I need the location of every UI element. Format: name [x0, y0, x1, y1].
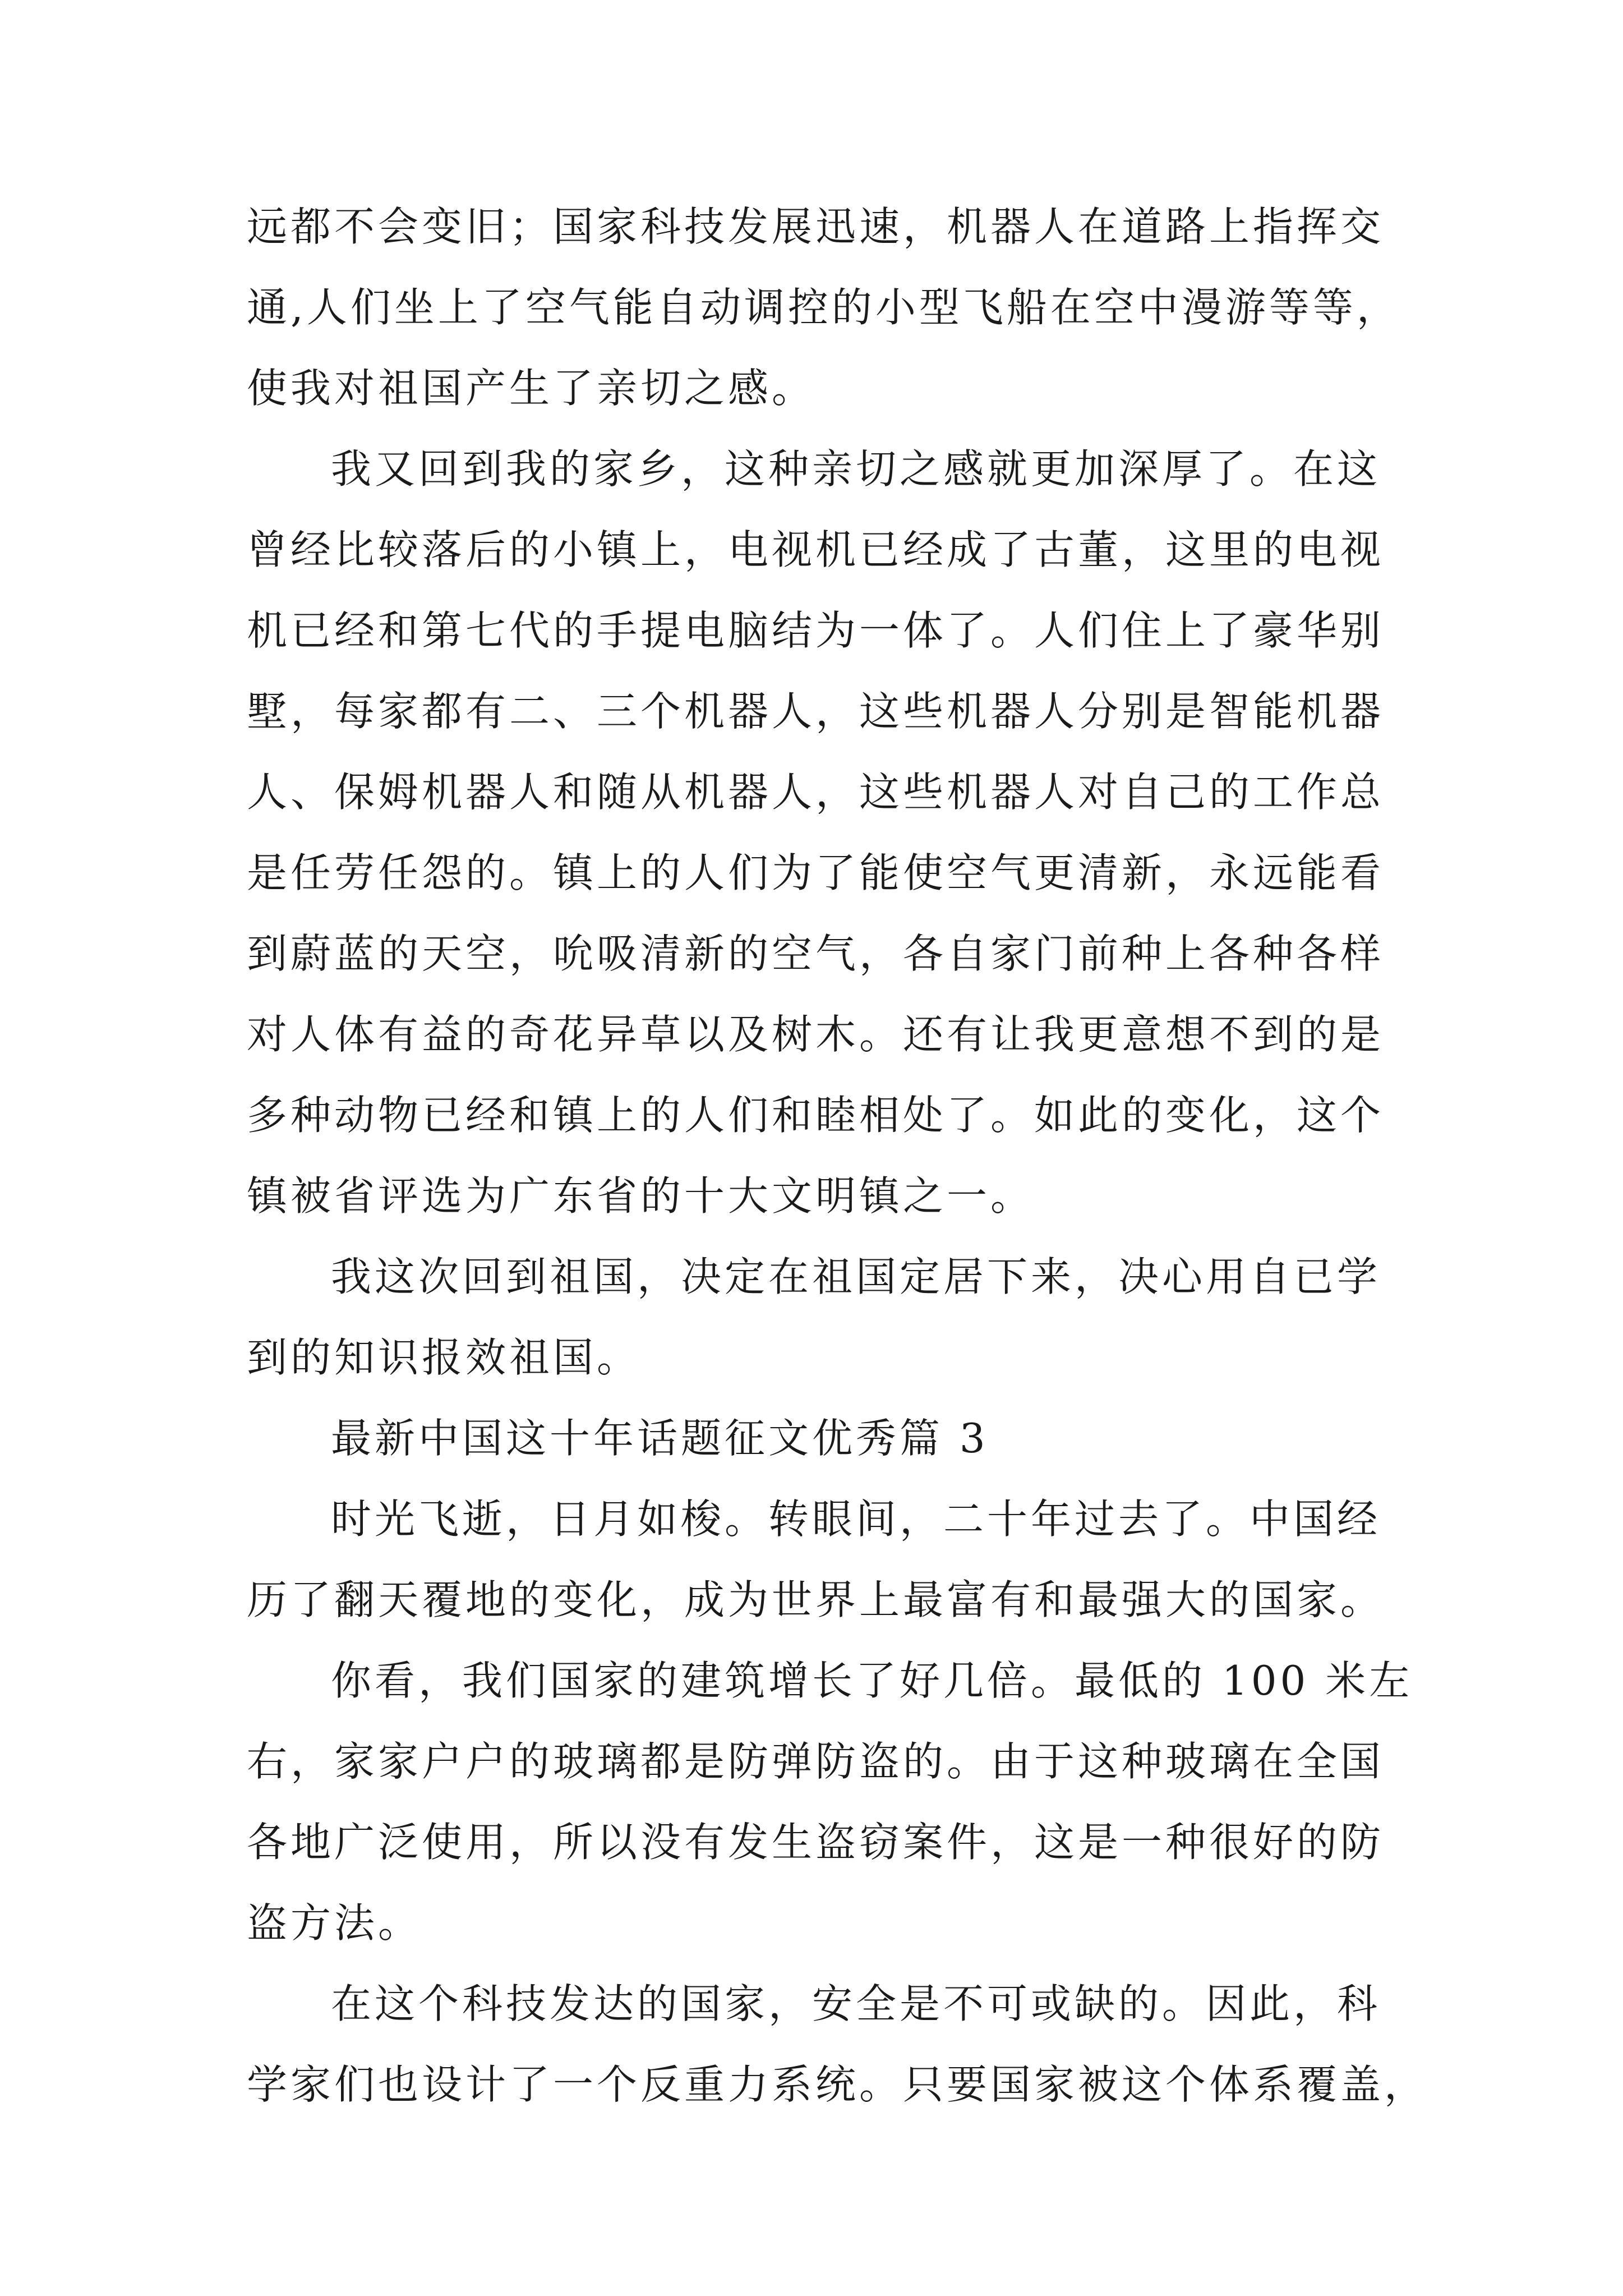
text-line: 到蔚蓝的天空，吮吸清新的空气，各自家门前种上各种各样 — [247, 930, 1385, 977]
text-line: 历了翻天覆地的变化，成为世界上最富有和最强大的国家。 — [247, 1576, 1385, 1623]
text-line: 对人体有益的奇花异草以及树木。还有让我更意想不到的是 — [247, 1011, 1385, 1058]
text-line: 通,人们坐上了空气能自动调控的小型飞船在空中漫游等等， — [247, 284, 1400, 331]
paragraph-start-line: 我这次回到祖国，决定在祖国定居下来，决心用自已学 — [331, 1253, 1381, 1300]
text-line: 曾经比较落后的小镇上，电视机已经成了古董，这里的电视 — [247, 526, 1385, 573]
text-line: 机已经和第七代的手提电脑结为一体了。人们住上了豪华别 — [247, 607, 1385, 654]
text-line: 盗方法。 — [247, 1899, 422, 1947]
section-heading: 最新中国这十年话题征文优秀篇 3 — [331, 1415, 989, 1462]
paragraph-start-line: 我又回到我的家乡，这种亲切之感就更加深厚了。在这 — [331, 445, 1381, 493]
text-line: 右，家家户户的玻璃都是防弹防盗的。由于这种玻璃在全国 — [247, 1738, 1385, 1785]
paragraph-start-line: 时光飞逝，日月如梭。转眼间，二十年过去了。中国经 — [331, 1496, 1381, 1543]
text-line: 各地广泛使用，所以没有发生盗窃案件，这是一种很好的防 — [247, 1819, 1385, 1866]
paragraph-start-line: 你看，我们国家的建筑增长了好几倍。最低的 100 米左 — [331, 1657, 1413, 1704]
text-line: 远都不会变旧；国家科技发展迅速，机器人在道路上指挥交 — [247, 203, 1385, 250]
text-line: 到的知识报效祖国。 — [247, 1334, 641, 1381]
text-line: 学家们也设计了一个反重力系统。只要国家被这个体系覆盖， — [247, 2061, 1428, 2108]
text-line: 是任劳任怨的。镇上的人们为了能使空气更清新，永远能看 — [247, 849, 1385, 896]
body-text — [247, 186, 1447, 2125]
text-line: 墅，每家都有二、三个机器人，这些机器人分别是智能机器 — [247, 688, 1385, 735]
text-line: 多种动物已经和镇上的人们和睦相处了。如此的变化，这个 — [247, 1092, 1385, 1139]
text-line: 镇被省评选为广东省的十大文明镇之一。 — [247, 1172, 1035, 1220]
text-line: 人、保姆机器人和随从机器人，这些机器人对自己的工作总 — [247, 769, 1385, 816]
paragraph-start-line: 在这个科技发达的国家，安全是不可或缺的。因此，科 — [331, 1980, 1381, 2027]
text-line: 使我对祖国产生了亲切之感。 — [247, 365, 816, 412]
